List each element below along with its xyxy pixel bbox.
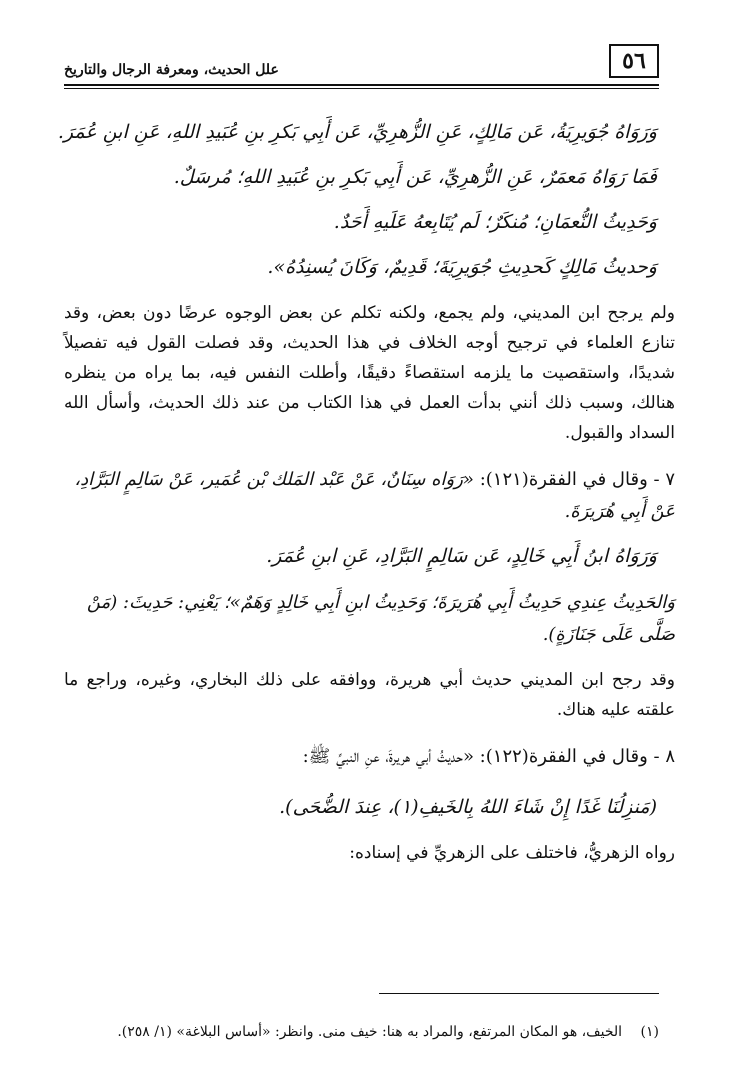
footnote-separator [379, 993, 659, 994]
page-number: ٥٦ [609, 44, 659, 78]
quote-line: وَرَوَاهُ ابنُ أَبِي خَالِدٍ، عَن سَالِمٍ البَرَّادِ، عَنِ ابنِ عُمَرَ. [266, 545, 657, 567]
footnote-number: (١) [640, 1024, 659, 1040]
quote-line: وَرَوَاهُ جُوَيرِيَةُ، عَن مَالِكٍ، عَنِ الزُّهرِيِّ، عَن أَبِي بَكرِ بنِ عُبَيدِ اللهِ، عَنِ ابنِ عُمَرَ. [57, 121, 657, 143]
numbered-item-8: ٨ - وقال في الفقرة(١٢٢): «حديثُ أبي هريرةَ، عنِ النبيِّ ﷺ: [302, 746, 675, 767]
header-rule [64, 84, 659, 86]
numbered-item-7 [64, 464, 675, 528]
page-body [57, 118, 675, 884]
hadith-text: (مَنزِلُنَا غَدًا إِنْ شَاءَ اللهُ بِالخَيفِ(١)، عِندَ الضُّحَى). [279, 796, 657, 818]
footnote [64, 1022, 659, 1042]
item-quote: «رَوَاه سِنَانٌ، عَنْ عَبْد المَلك بْن عُمَير، عَنْ سَالِمٍ البَرَّادِ، عَنْ أَبِي هُرَيرَةَ. [74, 469, 675, 522]
item-lead: ٧ - وقال في الفقرة(١٢١): [479, 469, 675, 490]
running-title: علل الحديث، ومعرفة الرجال والتاريخ [64, 62, 279, 78]
footnote-text: الخيف، هو المكان المرتفع، والمراد به هنا: خيف منى. وانظر: «أساس البلاغة» (١/ ٢٥٨). [117, 1024, 623, 1040]
quote-line: وَالحَدِيثُ عِندِي حَدِيثُ أَبِي هُرَيرَةَ؛ وَحَدِيثُ ابنِ أَبِي خَالِدٍ وَهَمٌ»؛ يَعْنِي: حَدِيثَ: (مَنْ صَلَّى عَلَى جَنَازَةٍ). [86, 592, 675, 645]
commentary-paragraph: رواه الزهريُّ، فاختلف على الزهريِّ في إسناده: [349, 843, 675, 863]
commentary-paragraph: ولم يرجح ابن المديني، ولم يجمع، ولكنه تكلم عن بعض الوجوه عرضًا دون بعض، وقد تنازع العلماء في ترجيح أوجه الخلاف في هذا الحديث، وقد فصلت القول فيه تفصيلاً شديدًا، واستقصيت ما يلزمه استقصاءً دقيقًا، وأطلت النفس فيه، بما يراه من ينظره هنالك، وسبب ذلك أنني بدأت العمل في هذا الكتاب من عند ذلك الحديث، وأسأل الله السداد والقبول. [64, 303, 675, 443]
quote-line: وَحَدِيثُ النُّعمَانِ؛ مُنكَرٌ؛ لَم يُتَابِعهُ عَلَيهِ أَحَدٌ. [333, 211, 657, 233]
quote-line: وَحديثُ مَالِكٍ كَحدِيثِ جُوَيرِيَةَ؛ قَدِيمٌ، وَكَانَ يُسنِدُهُ». [267, 256, 657, 278]
quote-line: فَمَا رَوَاهُ مَعمَرٌ، عَنِ الزُّهرِيِّ، عَن أَبِي بَكرِ بنِ عُبَيدِ اللهِ؛ مُرسَلٌ. [173, 166, 657, 188]
commentary-paragraph: وقد رجح ابن المديني حديث أبي هريرة، ووافقه على ذلك البخاري، وغيره، وراجع ما علقته عليه هناك. [64, 670, 675, 720]
header-rule-thin [64, 88, 659, 89]
